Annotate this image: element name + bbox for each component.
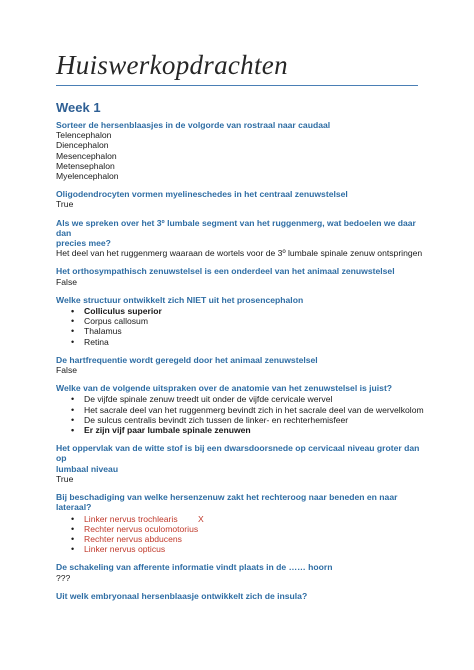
question-text-continued: precies mee?: [56, 238, 111, 249]
question-text: Bij beschadiging van welke hersenzenuw zakt het rechteroog naar beneden en naar lateraal?: [56, 492, 398, 513]
option-item: • Corpus callosum: [56, 316, 426, 326]
question-block-4: [56, 266, 426, 286]
question-text: Het orthosympathisch zenuwstelsel is een onderdeel van het animaal zenuwstelsel: [56, 266, 395, 277]
answer-text: Het deel van het ruggenmerg waaraan de wortels voor de 3º lumbale spinale zenuw ontspringen: [56, 248, 423, 259]
question-text: De schakeling van afferente informatie vindt plaats in de …… hoorn: [56, 562, 333, 573]
option-item: • Het sacrale deel van het ruggenmerg bevindt zich in het sacrale deel van de wervelkolom: [56, 405, 426, 415]
week-heading: Week 1: [56, 100, 101, 115]
answer-line: Telencephalon: [56, 130, 112, 141]
options-list: [56, 306, 426, 347]
document-body: [56, 100, 426, 609]
option-item: • De sulcus centralis bevindt zich tussen de linker- en rechterhemisfeer: [56, 415, 426, 425]
question-text: Het oppervlak van de witte stof is bij een dwarsdoorsnede op cervicaal niveau groter dan op: [56, 443, 420, 464]
option-item: • Rechter nervus abducens: [56, 534, 426, 544]
title-divider: [56, 85, 418, 86]
question-text-continued: lumbaal niveau: [56, 463, 119, 474]
answer-text: True: [56, 473, 74, 484]
answer-line: Metensephalon: [56, 160, 115, 171]
answer-text: False: [56, 276, 78, 287]
option-item: • Retina: [56, 337, 426, 347]
question-text: Welke structuur ontwikkelt zich NIET uit het prosencephalon: [56, 294, 304, 305]
answer-text: True: [56, 199, 74, 210]
options-list: [56, 394, 426, 435]
option-item: • Rechter nervus oculomotorius: [56, 524, 426, 534]
question-text: Als we spreken over het 3º lumbale segment van het ruggenmerg, wat bedoelen we daar dan: [56, 217, 416, 238]
answer-text: False: [56, 365, 78, 376]
question-block-8: [56, 443, 426, 484]
question-text: Sorteer de hersenblaasjes in de volgorde van rostraal naar caudaal: [56, 120, 331, 130]
question-block-6: [56, 355, 426, 375]
answer-line: Diencephalon: [56, 140, 109, 151]
question-block-1: [56, 120, 426, 181]
option-item: • Linker nervus opticus: [56, 544, 426, 554]
question-block-5: [56, 295, 426, 347]
option-item: [56, 514, 426, 524]
question-block-9: [56, 492, 426, 554]
answer-line: Mesencephalon: [56, 150, 117, 161]
question-block-7: [56, 383, 426, 435]
question-block-10: [56, 562, 426, 582]
option-item: • De vijfde spinale zenuw treedt uit onder de vijfde cervicale wervel: [56, 394, 426, 404]
option-item: • Er zijn vijf paar lumbale spinale zenuwen: [56, 425, 426, 435]
question-text: Welke van de volgende uitspraken over de anatomie van het zenuwstelsel is juist?: [56, 383, 393, 394]
option-item: • Colliculus superior: [56, 306, 426, 316]
question-text: De hartfrequentie wordt geregeld door het animaal zenuwstelsel: [56, 354, 318, 365]
question-block-2: [56, 189, 426, 209]
page-title: Huiswerkopdrachten: [56, 50, 288, 80]
question-block-3: [56, 218, 426, 259]
answer-text: ???: [56, 572, 71, 583]
question-text: Uit welk embryonaal hersenblaasje ontwikkelt zich de insula?: [56, 590, 308, 601]
option-label: Linker nervus trochlearis: [84, 513, 178, 524]
question-text: Oligodendrocyten vormen myelineschedes in het centraal zenuwstelsel: [56, 189, 348, 200]
question-block-11: [56, 591, 426, 601]
answer-line: Myelencephalon: [56, 171, 119, 182]
wrong-mark: X: [198, 513, 204, 524]
options-list: [56, 514, 426, 555]
option-item: • Thalamus: [56, 326, 426, 336]
